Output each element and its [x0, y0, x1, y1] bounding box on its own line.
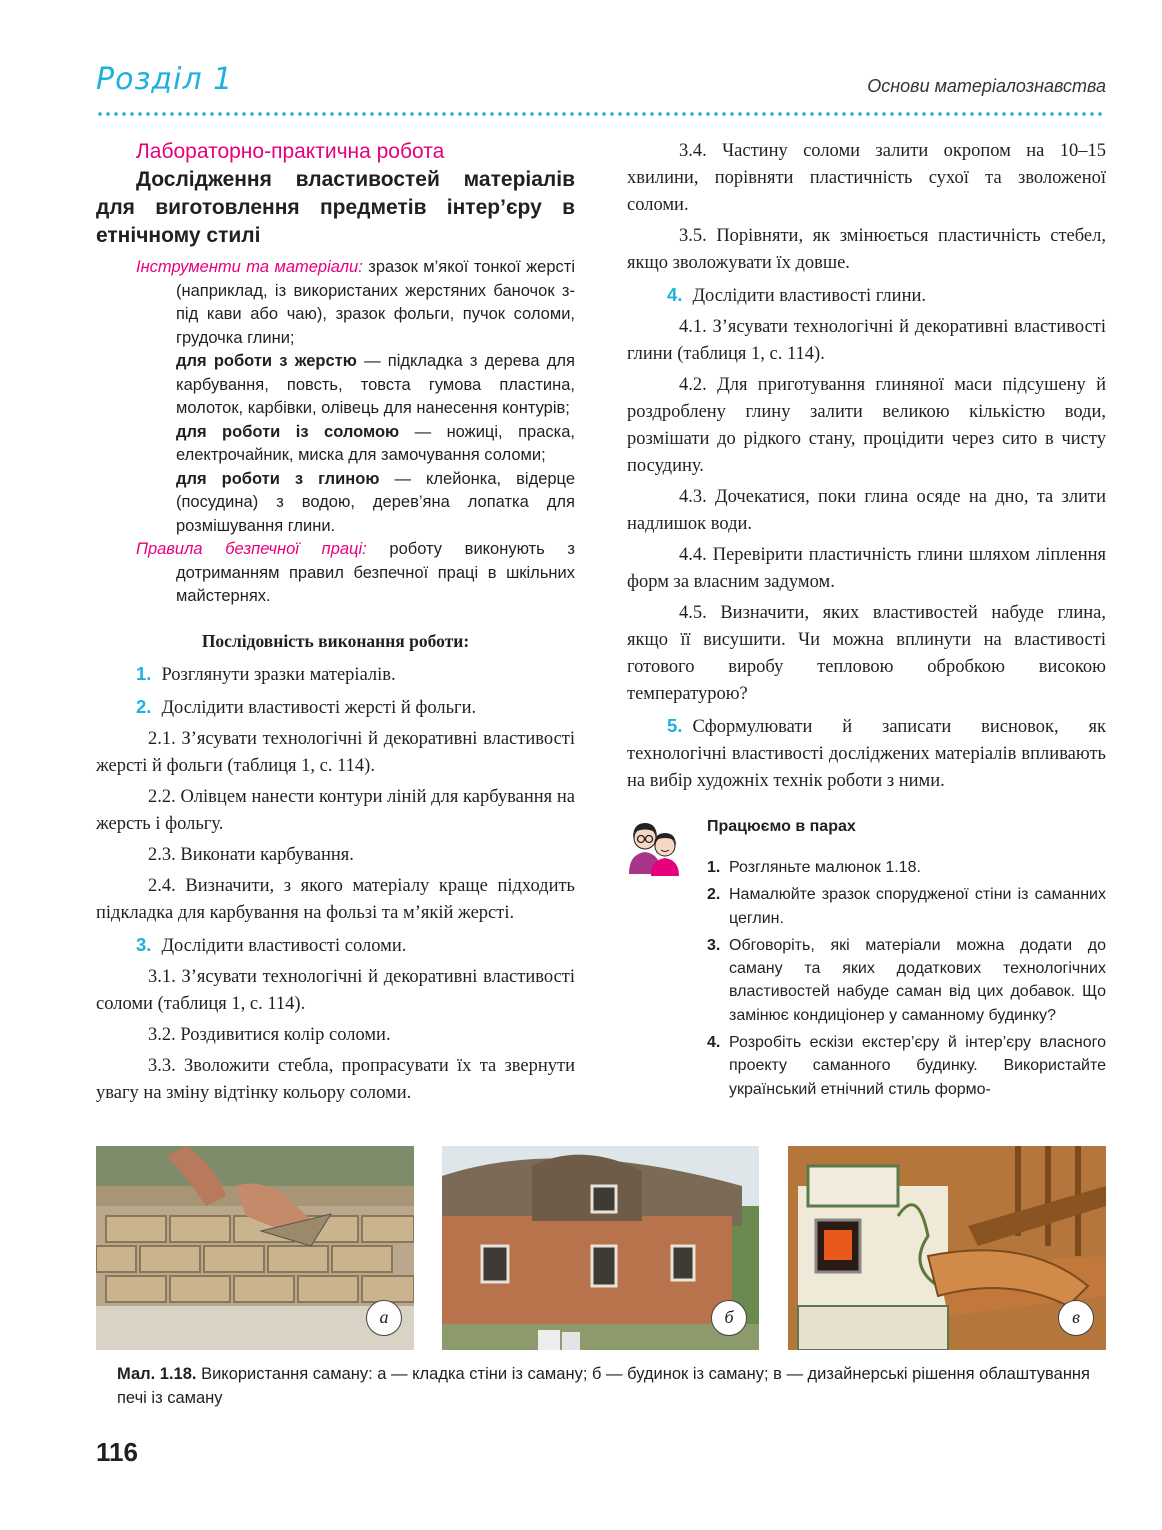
- chapter-title: Розділ 1: [96, 62, 234, 97]
- tools-label: Інструменти та матеріали:: [136, 258, 363, 276]
- clay-label: для роботи з глиною: [176, 469, 380, 488]
- step-4-5: 4.5. Визначити, яких властивостей набуде глина, якщо її висушити. Чи можна вплинути на властивості готового виробу тепловою обробкою високою температурою?: [627, 603, 1106, 704]
- step-2-3: 2.3. Виконати карбування.: [148, 844, 354, 865]
- step-2: [96, 693, 575, 722]
- step-3-3: 3.3. Зволожити стебла, пропрасувати їх та звернути увагу на зміну відтінку кольору соломи.: [96, 1055, 575, 1103]
- straw-label: для роботи із соломою: [176, 422, 400, 441]
- step-1-text: Розглянути зразки матеріалів.: [161, 664, 396, 685]
- step-3-5: 3.5. Порівняти, як змінюється пластичність стебел, якщо зволожувати їх довше.: [627, 226, 1106, 273]
- list-item: [707, 883, 1106, 930]
- pairs-title: Працюємо в парах: [707, 818, 856, 835]
- step-1: [96, 660, 575, 689]
- safety-paragraph: [96, 538, 575, 609]
- step-5-text: Сформулювати й записати висновок, як технологічні властивості досліджених матеріалів впливають на вибір художніх технік роботи з ними.: [627, 717, 1106, 791]
- step-3-2: 3.2. Роздивитися колір соломи.: [148, 1024, 391, 1045]
- item-text: Намалюйте зразок спорудженої стіни із саманних цеглин.: [729, 886, 1106, 927]
- pairs-list: [707, 856, 1106, 1105]
- safety-label: Правила безпечної праці:: [136, 540, 367, 558]
- step-4-text: Дослідити властивості глини.: [692, 286, 926, 306]
- item-number: 3.: [707, 936, 721, 954]
- lab-type: Лабораторно-практична робота: [136, 140, 445, 163]
- step-2-2: 2.2. Олівцем нанести контури ліній для карбування на жерсть і фольгу.: [96, 786, 575, 834]
- item-text: Розгляньте малюнок 1.18.: [729, 859, 921, 876]
- step-1-number: 1.: [136, 662, 152, 684]
- item-number: 2.: [707, 886, 721, 904]
- tin-label: для роботи з жерстю: [176, 352, 357, 370]
- list-item: [707, 1031, 1106, 1101]
- clay-text: — клейонка, відерце (посудина) з водою, дерев’яна лопатка для розмішування глини.: [176, 469, 575, 535]
- left-column: [96, 138, 575, 1111]
- label-c: в: [1058, 1300, 1094, 1336]
- item-number: 4.: [707, 1034, 721, 1052]
- step-2-number: 2.: [136, 695, 152, 717]
- page-number: 116: [96, 1437, 138, 1467]
- step-5: [627, 712, 1106, 795]
- step-3-1: 3.1. З’ясувати технологічні й декоративні властивості соломи (таблиця 1, с. 114).: [96, 966, 575, 1014]
- photo-adobe-wall: [96, 1146, 414, 1350]
- step-3: [96, 931, 575, 960]
- tin-tools: [96, 350, 575, 421]
- step-4-3: 4.3. Дочекатися, поки глина осяде на дно, та злити надлишок води.: [627, 487, 1106, 534]
- item-number: 1.: [707, 859, 721, 876]
- step-2-text: Дослідити властивості жерсті й фольги.: [161, 697, 477, 718]
- list-item: [707, 856, 1106, 879]
- label-b: б: [711, 1300, 747, 1336]
- pair-work-icon: [627, 818, 683, 878]
- tools-block: [96, 256, 575, 609]
- list-item: [707, 934, 1106, 1027]
- step-3-text: Дослідити властивості соломи.: [161, 935, 407, 956]
- step-4-2: 4.2. Для приготування глиняної маси підсушену й роздроблену глину залити великою кількістю води, розмішати до рідкого стану, процідити через сито в чисту посудину.: [627, 375, 1106, 476]
- step-4: [627, 281, 1106, 310]
- step-2-4: 2.4. Визначити, з якого матеріалу краще підходить підкладка для карбування на фользі та м’якій жерсті.: [96, 875, 575, 923]
- tin-text: — підкладка з дерева для карбування, повсть, товста гумова пластина, молоток, карбівки, олівець для нанесення контурів;: [176, 352, 575, 417]
- photo-adobe-stove: [788, 1146, 1106, 1350]
- safety-text: роботу виконують з дотриманням правил безпечної праці в шкільних майстернях.: [176, 540, 575, 605]
- straw-tools: [96, 421, 575, 468]
- item-text: Розробіть ескізи екстер’єру й інтер’єру власного проекту саманного будинку. Використайте український етнічний стиль формо-: [729, 1034, 1106, 1098]
- lab-title: Дослідження властивостей матеріалів для виготовлення предметів інтер’єру в етнічному стилі: [96, 168, 575, 247]
- step-4-4: 4.4. Перевірити пластичність глини шляхом ліплення форм за власним задумом.: [627, 545, 1106, 592]
- caption-text: Використання саману: а — кладка стіни із саману; б — будинок із саману; в — дизайнерські рішення облаштування печі із саману: [117, 1365, 1090, 1407]
- label-a: а: [366, 1300, 402, 1336]
- header-divider: [96, 112, 1106, 116]
- step-5-number: 5.: [667, 715, 683, 736]
- right-column: [627, 138, 1106, 799]
- step-2-1: 2.1. З’ясувати технологічні й декоративні властивості жерсті й фольги (таблиця 1, с. 114).: [96, 728, 575, 776]
- step-3-4: 3.4. Частину соломи залити окропом на 10–15 хвилини, порівняти пластичність сухої та зволоженої соломи.: [627, 141, 1106, 215]
- figure-caption: [117, 1362, 1106, 1410]
- section-title: Основи матеріалознавства: [867, 76, 1106, 96]
- photo-adobe-house: [442, 1146, 759, 1350]
- step-4-number: 4.: [667, 284, 683, 305]
- caption-lead: Мал. 1.18.: [117, 1365, 197, 1383]
- tools-paragraph: [96, 256, 575, 350]
- tools-text: зразок м’якої тонкої жерсті (наприклад, із використаних жерстяних баночок з-під кави або чаю), зразок фольги, пучок соломи, грудочка глини;: [176, 258, 575, 347]
- straw-text: — ножиці, праска, електрочайник, миска для замочування соломи;: [176, 422, 575, 464]
- step-3-number: 3.: [136, 933, 152, 955]
- item-text: Обговоріть, які матеріали можна додати до саману та яких додаткових технологічних властивостей набуде саман від цих добавок. Що замінює кондиціонер у саманному будинку?: [729, 936, 1106, 1024]
- sequence-title: Послідовність виконання роботи:: [201, 630, 470, 651]
- clay-tools: [96, 468, 575, 539]
- step-4-1: 4.1. З’ясувати технологічні й декоративні властивості глини (таблиця 1, с. 114).: [627, 317, 1106, 364]
